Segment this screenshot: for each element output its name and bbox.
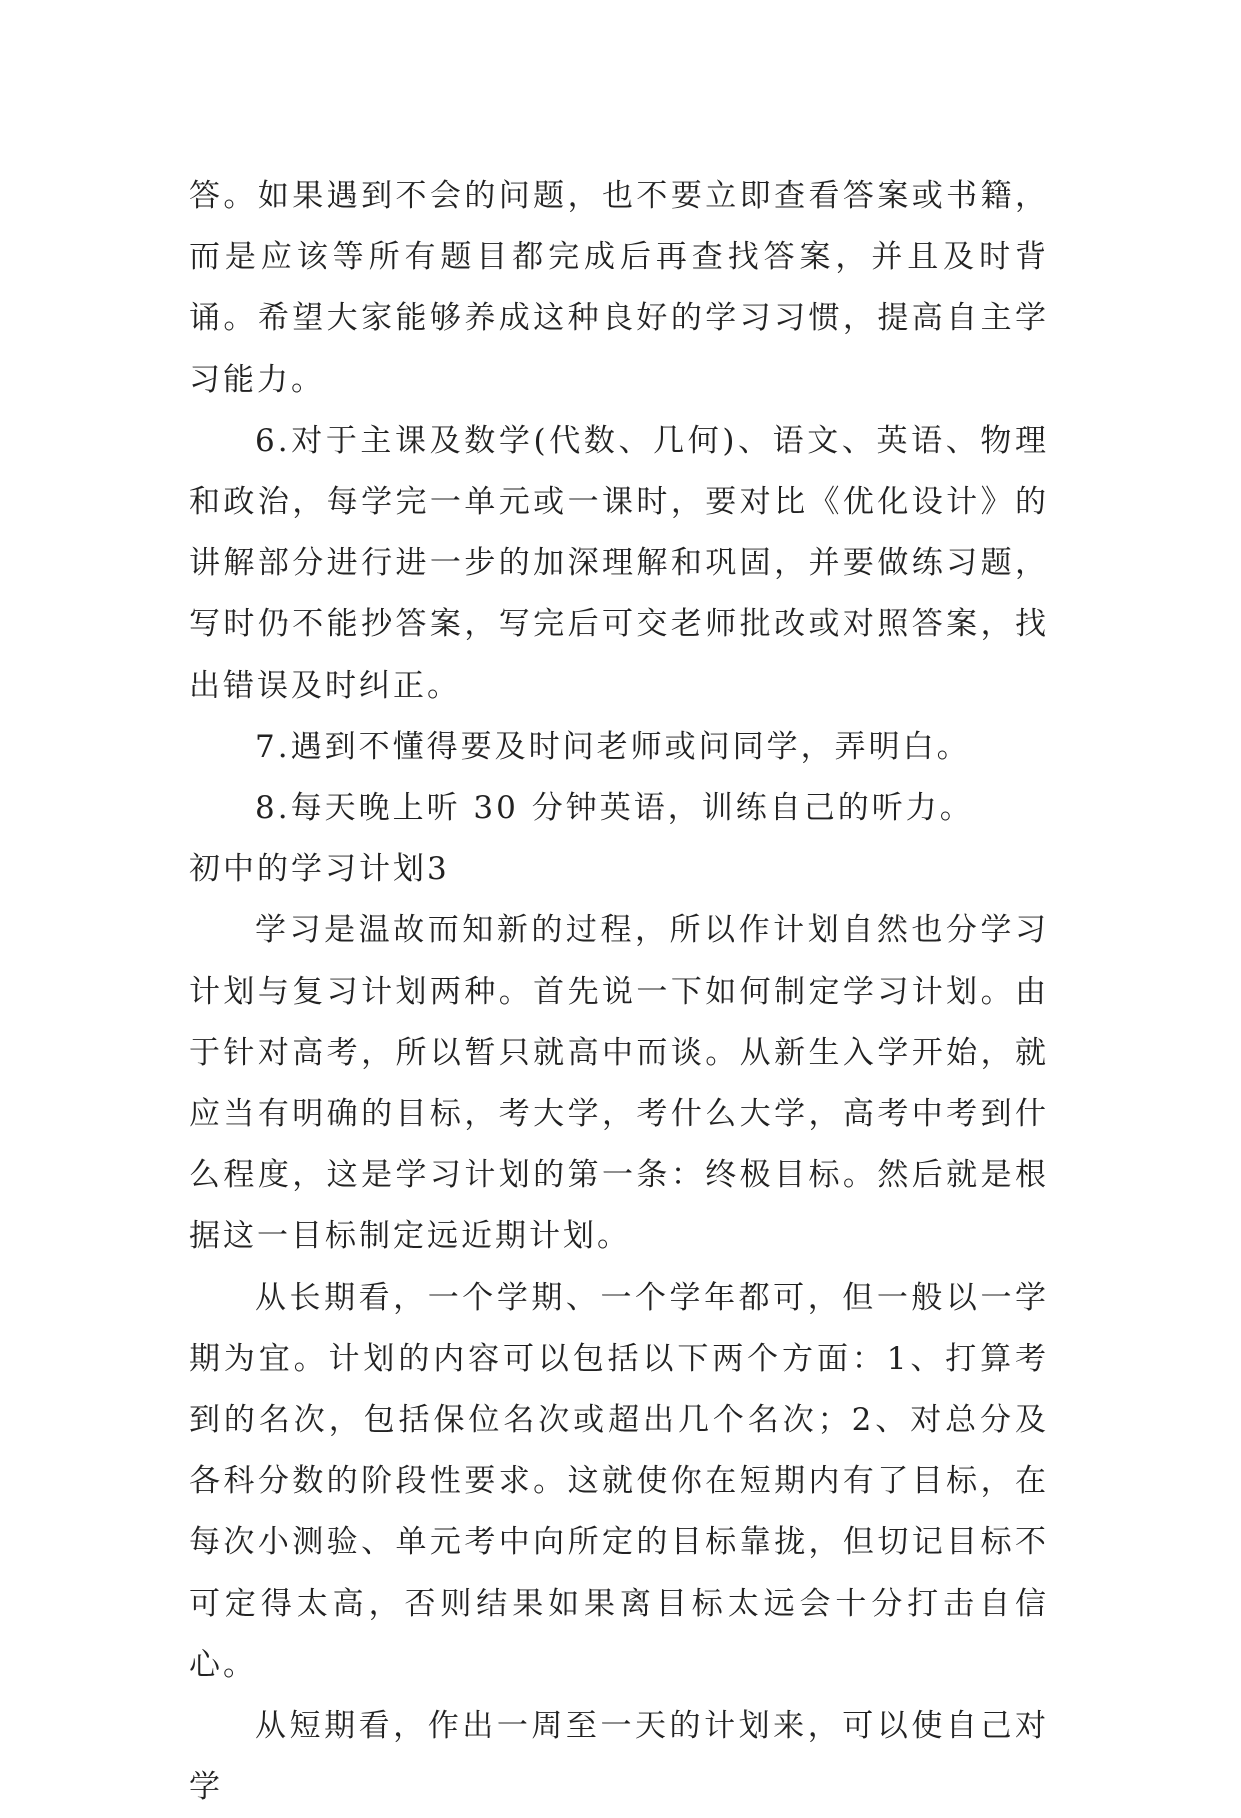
section-heading: 初中的学习计划3 bbox=[189, 851, 450, 888]
paragraph-continuation: 答。如果遇到不会的问题，也不要立即查看答案或书籍，而是应该等所有题目都完成后再查找答案，并且及时背诵。希望大家能够养成这种良好的学习习惯，提高自主学习能力。 bbox=[189, 178, 1049, 398]
paragraph-item-8: 8.每天晚上听 30 分钟英语，训练自己的听力。 bbox=[255, 790, 974, 827]
paragraph-item-6: 6.对于主课及数学(代数、几何)、语文、英语、物理和政治，每学完一单元或一课时，要对比《优化设计》的讲解部分进行进一步的加深理解和巩固，并要做练习题，写时仍不能抄答案，写完后可交老师批改或对照答案，找出错误及时纠正。 bbox=[189, 422, 1049, 704]
document-body bbox=[189, 166, 1049, 1818]
paragraph-short-term: 从短期看，作出一周至一天的计划来，可以使自己对学 bbox=[189, 1708, 1049, 1806]
paragraph-item-7: 7.遇到不懂得要及时问老师或问同学，弄明白。 bbox=[255, 728, 971, 765]
paragraph-long-term: 从长期看，一个学期、一个学年都可，但一般以一学期为宜。计划的内容可以包括以下两个方面：1、打算考到的名次，包括保位名次或超出几个名次；2、对总分及各科分数的阶段性要求。这就使你在短期内有了目标，在每次小测验、单元考中向所定的目标靠拢，但切记目标不可定得太高，否则结果如果离目标太远会十分打击自信心。 bbox=[189, 1279, 1049, 1683]
paragraph-intro: 学习是温故而知新的过程，所以作计划自然也分学习计划与复习计划两种。首先说一下如何制定学习计划。由于针对高考，所以暂只就高中而谈。从新生入学开始，就应当有明确的目标，考大学，考什么大学，高考中考到什么程度，这是学习计划的第一条：终极目标。然后就是根据这一目标制定远近期计划。 bbox=[189, 912, 1049, 1255]
